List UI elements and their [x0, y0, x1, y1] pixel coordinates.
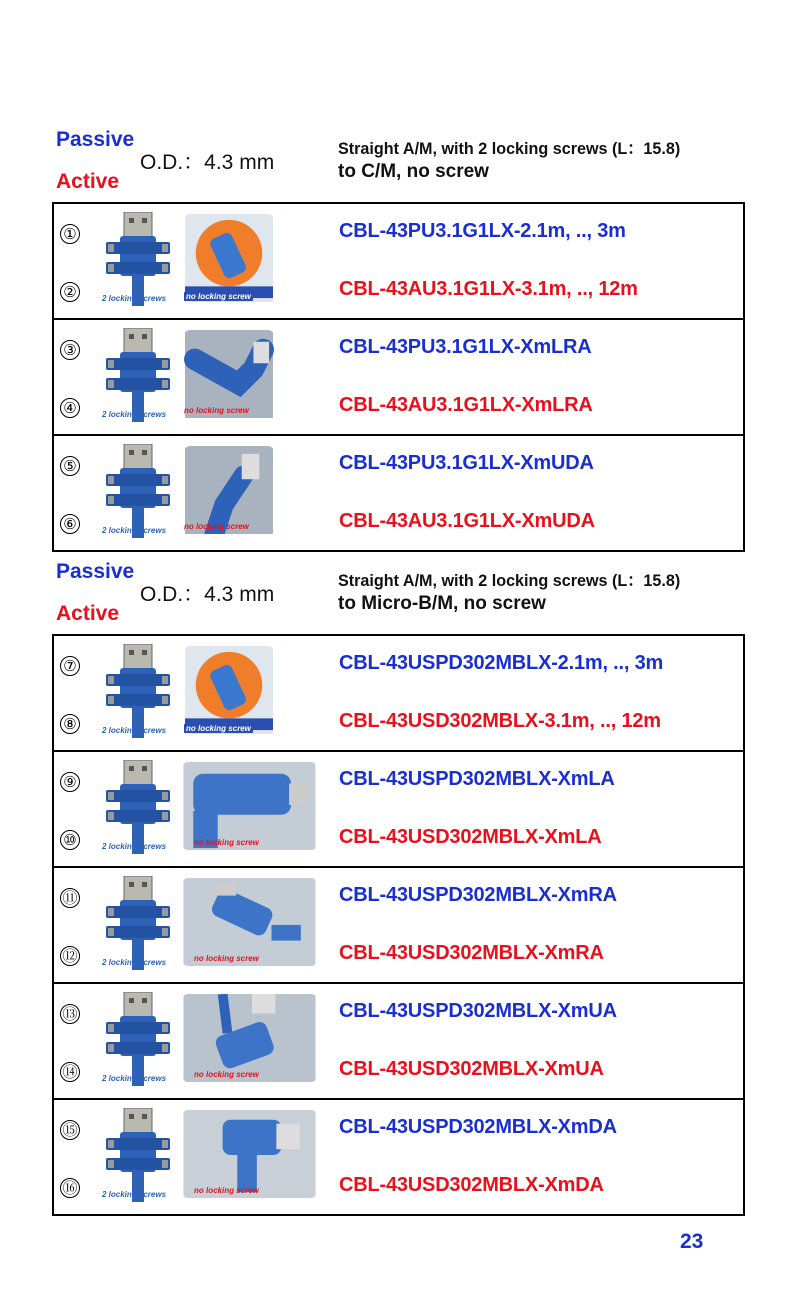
item-number: ⑭ [60, 1062, 80, 1082]
passive-part-number: CBL-43USPD302MBLX-XmDA [339, 1116, 617, 1138]
item-number: ③ [60, 340, 80, 360]
product-row [54, 320, 743, 436]
connector-description: Straight A/M, with 2 locking screws (L：15.8) [338, 571, 681, 590]
active-part-number: CBL-43USD302MBLX-3.1m, .., 12m [339, 710, 661, 732]
active-part-number: CBL-43AU3.1G1LX-3.1m, .., 12m [339, 278, 638, 300]
active-part-number: CBL-43USD302MBLX-XmLA [339, 826, 602, 848]
product-row [54, 868, 743, 984]
active-part-number: CBL-43USD302MBLX-XmRA [339, 942, 604, 964]
item-number: ⑥ [60, 514, 80, 534]
item-number: ② [60, 282, 80, 302]
passive-part-number: CBL-43USPD302MBLX-XmRA [339, 884, 617, 906]
connector-description-2: to Micro-B/M, no screw [338, 593, 546, 614]
connector-image [182, 994, 317, 1082]
section1-table [52, 202, 745, 552]
active-part-number: CBL-43AU3.1G1LX-XmLRA [339, 394, 593, 416]
item-number: ⑪ [60, 888, 80, 908]
screws-caption: 2 locking screws [102, 958, 167, 967]
connector-image [184, 214, 274, 304]
screws-caption: 2 locking screws [102, 294, 167, 303]
no-screw-caption: no locking screw [194, 1186, 259, 1195]
no-screw-caption: no locking screw [194, 838, 259, 847]
section1-header [0, 128, 800, 208]
product-row [54, 984, 743, 1100]
active-part-number: CBL-43AU3.1G1LX-XmUDA [339, 510, 595, 532]
od-label: O.D.：4.3 mm [140, 151, 275, 174]
connector-description: Straight A/M, with 2 locking screws (L：15.8) [338, 139, 681, 158]
passive-label: Passive [56, 128, 135, 151]
passive-part-number: CBL-43USPD302MBLX-XmUA [339, 1000, 617, 1022]
product-row [54, 436, 743, 550]
passive-part-number: CBL-43PU3.1G1LX-2.1m, .., 3m [339, 220, 626, 242]
item-number: ④ [60, 398, 80, 418]
connector-image [182, 878, 317, 966]
item-number: ⑫ [60, 946, 80, 966]
product-row [54, 204, 743, 320]
active-part-number: CBL-43USD302MBLX-XmUA [339, 1058, 604, 1080]
connector-image [182, 762, 317, 850]
connector-image [182, 1110, 317, 1198]
product-row [54, 1100, 743, 1214]
item-number: ⑮ [60, 1120, 80, 1140]
screws-caption: 2 locking screws [102, 410, 167, 419]
od-label: O.D.：4.3 mm [140, 583, 275, 606]
passive-label: Passive [56, 560, 135, 583]
active-label: Active [56, 602, 120, 625]
active-part-number: CBL-43USD302MBLX-XmDA [339, 1174, 604, 1196]
item-number: ⑨ [60, 772, 80, 792]
no-screw-caption: no locking screw [184, 522, 249, 531]
no-screw-caption: no locking screw [184, 406, 249, 415]
item-number: ⑤ [60, 456, 80, 476]
item-number: ⑦ [60, 656, 80, 676]
no-screw-caption: no locking screw [194, 954, 259, 963]
no-screw-caption: no locking screw [194, 1070, 259, 1079]
passive-part-number: CBL-43PU3.1G1LX-XmUDA [339, 452, 594, 474]
passive-part-number: CBL-43PU3.1G1LX-XmLRA [339, 336, 592, 358]
passive-part-number: CBL-43USPD302MBLX-2.1m, .., 3m [339, 652, 664, 674]
section2-table [52, 634, 745, 1216]
item-number: ① [60, 224, 80, 244]
connector-description-2: to C/M, no screw [338, 161, 489, 182]
no-screw-caption: no locking screw [186, 724, 251, 733]
active-label: Active [56, 170, 120, 193]
connector-image [184, 646, 274, 736]
screws-caption: 2 locking screws [102, 1190, 167, 1199]
screws-caption: 2 locking screws [102, 526, 167, 535]
item-number: ⑯ [60, 1178, 80, 1198]
screws-caption: 2 locking screws [102, 726, 167, 735]
section2-header [0, 560, 800, 640]
item-number: ⑩ [60, 830, 80, 850]
page-number: 23 [680, 1230, 704, 1253]
product-row [54, 636, 743, 752]
product-row [54, 752, 743, 868]
screws-caption: 2 locking screws [102, 842, 167, 851]
passive-part-number: CBL-43USPD302MBLX-XmLA [339, 768, 615, 790]
item-number: ⑬ [60, 1004, 80, 1024]
item-number: ⑧ [60, 714, 80, 734]
no-screw-caption: no locking screw [186, 292, 251, 301]
screws-caption: 2 locking screws [102, 1074, 167, 1083]
